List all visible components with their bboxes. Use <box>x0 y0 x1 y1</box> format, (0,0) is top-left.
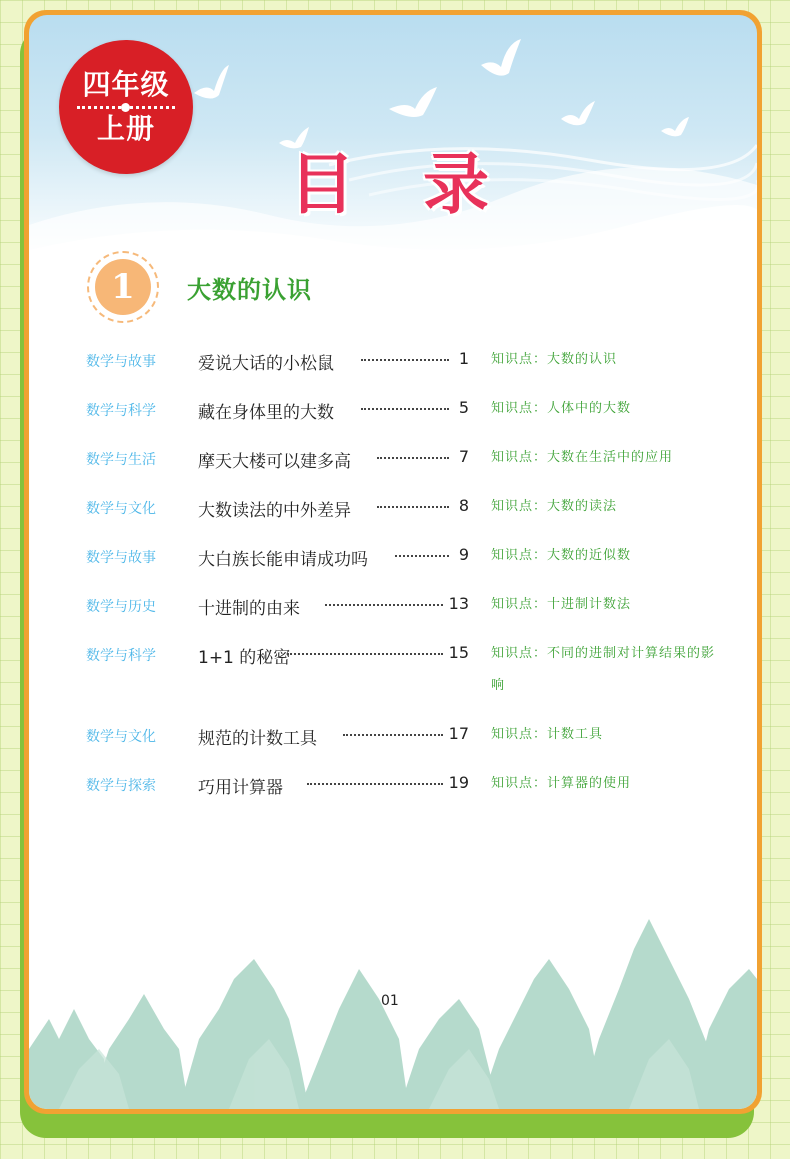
toc-knowledge-point <box>491 540 731 572</box>
toc-title: 爱说大话的小松鼠 <box>198 354 334 374</box>
kp-text: 计数工具 <box>547 727 604 742</box>
kp-label: 知识点： <box>491 727 548 742</box>
toc-leader-dots <box>287 653 443 655</box>
toc-entry[interactable] <box>29 592 757 636</box>
toc-title: 大白族长能申请成功吗 <box>198 550 368 570</box>
kp-text: 计算器的使用 <box>547 776 632 791</box>
toc-category: 数学与科学 <box>86 403 156 419</box>
toc-title: 藏在身体里的大数 <box>198 403 334 423</box>
toc-page-number: 15 <box>448 643 469 662</box>
toc-knowledge-point <box>491 442 731 474</box>
kp-label: 知识点： <box>491 401 548 416</box>
toc-leader-dots <box>307 783 443 785</box>
kp-label: 知识点： <box>491 646 548 661</box>
kp-text: 大数的近似数 <box>547 548 632 563</box>
kp-text: 大数在生活中的应用 <box>547 450 674 465</box>
toc-entry[interactable] <box>29 494 757 538</box>
toc-category: 数学与历史 <box>86 599 156 615</box>
kp-label: 知识点： <box>491 548 548 563</box>
toc-entry[interactable] <box>29 771 757 815</box>
forest-illustration <box>29 899 757 1109</box>
badge-divider <box>77 106 175 109</box>
toc-title: 1+1 的秘密 <box>198 648 291 668</box>
kp-text: 十进制计数法 <box>547 597 632 612</box>
kp-label: 知识点： <box>491 450 548 465</box>
bird-icon <box>559 99 599 135</box>
unit-number: 1 <box>111 267 135 307</box>
toc-leader-dots <box>325 604 443 606</box>
toc-title: 十进制的由来 <box>198 599 300 619</box>
toc-entry[interactable] <box>29 445 757 489</box>
toc-entry[interactable] <box>29 396 757 440</box>
book-page <box>24 10 762 1114</box>
grade-label: 四年级 <box>82 68 170 101</box>
toc-knowledge-point <box>491 589 731 621</box>
toc-category: 数学与故事 <box>86 550 156 566</box>
toc-category: 数学与文化 <box>86 501 156 517</box>
grade-badge <box>59 40 193 174</box>
toc-leader-dots <box>361 408 449 410</box>
toc-leader-dots <box>343 734 443 736</box>
unit-title: 大数的认识 <box>187 275 312 304</box>
page-number: 01 <box>381 993 399 1009</box>
toc-title: 大数读法的中外差异 <box>198 501 351 521</box>
toc-page-number: 8 <box>458 496 469 515</box>
toc-page-number: 5 <box>458 398 469 417</box>
toc-category: 数学与探索 <box>86 778 156 794</box>
kp-label: 知识点： <box>491 597 548 612</box>
bird-icon <box>189 63 239 113</box>
toc-knowledge-point <box>491 768 731 800</box>
page-content <box>29 15 757 1109</box>
toc-entry[interactable] <box>29 722 757 766</box>
toc-category: 数学与科学 <box>86 648 156 664</box>
toc-category: 数学与文化 <box>86 729 156 745</box>
bird-icon <box>387 83 442 128</box>
toc-knowledge-point <box>491 491 731 523</box>
toc-entry[interactable] <box>29 641 757 693</box>
toc-page-number: 1 <box>458 349 469 368</box>
unit-number-badge <box>95 259 151 315</box>
bird-icon <box>659 115 693 145</box>
kp-text: 人体中的大数 <box>547 401 632 416</box>
toc-entry[interactable] <box>29 347 757 391</box>
kp-text: 大数的认识 <box>547 352 618 367</box>
toc-title: 巧用计算器 <box>198 778 283 798</box>
toc-knowledge-point <box>491 344 731 376</box>
kp-label: 知识点： <box>491 499 548 514</box>
toc-page-number: 9 <box>458 545 469 564</box>
toc-page-number: 13 <box>448 594 469 613</box>
toc-page-number: 19 <box>448 773 469 792</box>
bird-icon <box>477 37 527 92</box>
toc-title: 规范的计数工具 <box>198 729 317 749</box>
toc-category: 数学与生活 <box>86 452 156 468</box>
page-title: 目录 <box>289 146 557 223</box>
toc-title: 摩天大楼可以建多高 <box>198 452 351 472</box>
toc-category: 数学与故事 <box>86 354 156 370</box>
toc-page-number: 17 <box>448 724 469 743</box>
toc-page-number: 7 <box>458 447 469 466</box>
toc-knowledge-point <box>491 393 731 425</box>
kp-text: 不同的进制对计算结果的影响 <box>491 646 716 693</box>
kp-label: 知识点： <box>491 352 548 367</box>
toc-knowledge-point <box>491 719 731 751</box>
toc-knowledge-point <box>491 638 719 702</box>
toc-entry[interactable] <box>29 543 757 587</box>
kp-label: 知识点： <box>491 776 548 791</box>
volume-label: 上册 <box>96 112 155 145</box>
toc-leader-dots <box>361 359 449 361</box>
kp-text: 大数的读法 <box>547 499 618 514</box>
